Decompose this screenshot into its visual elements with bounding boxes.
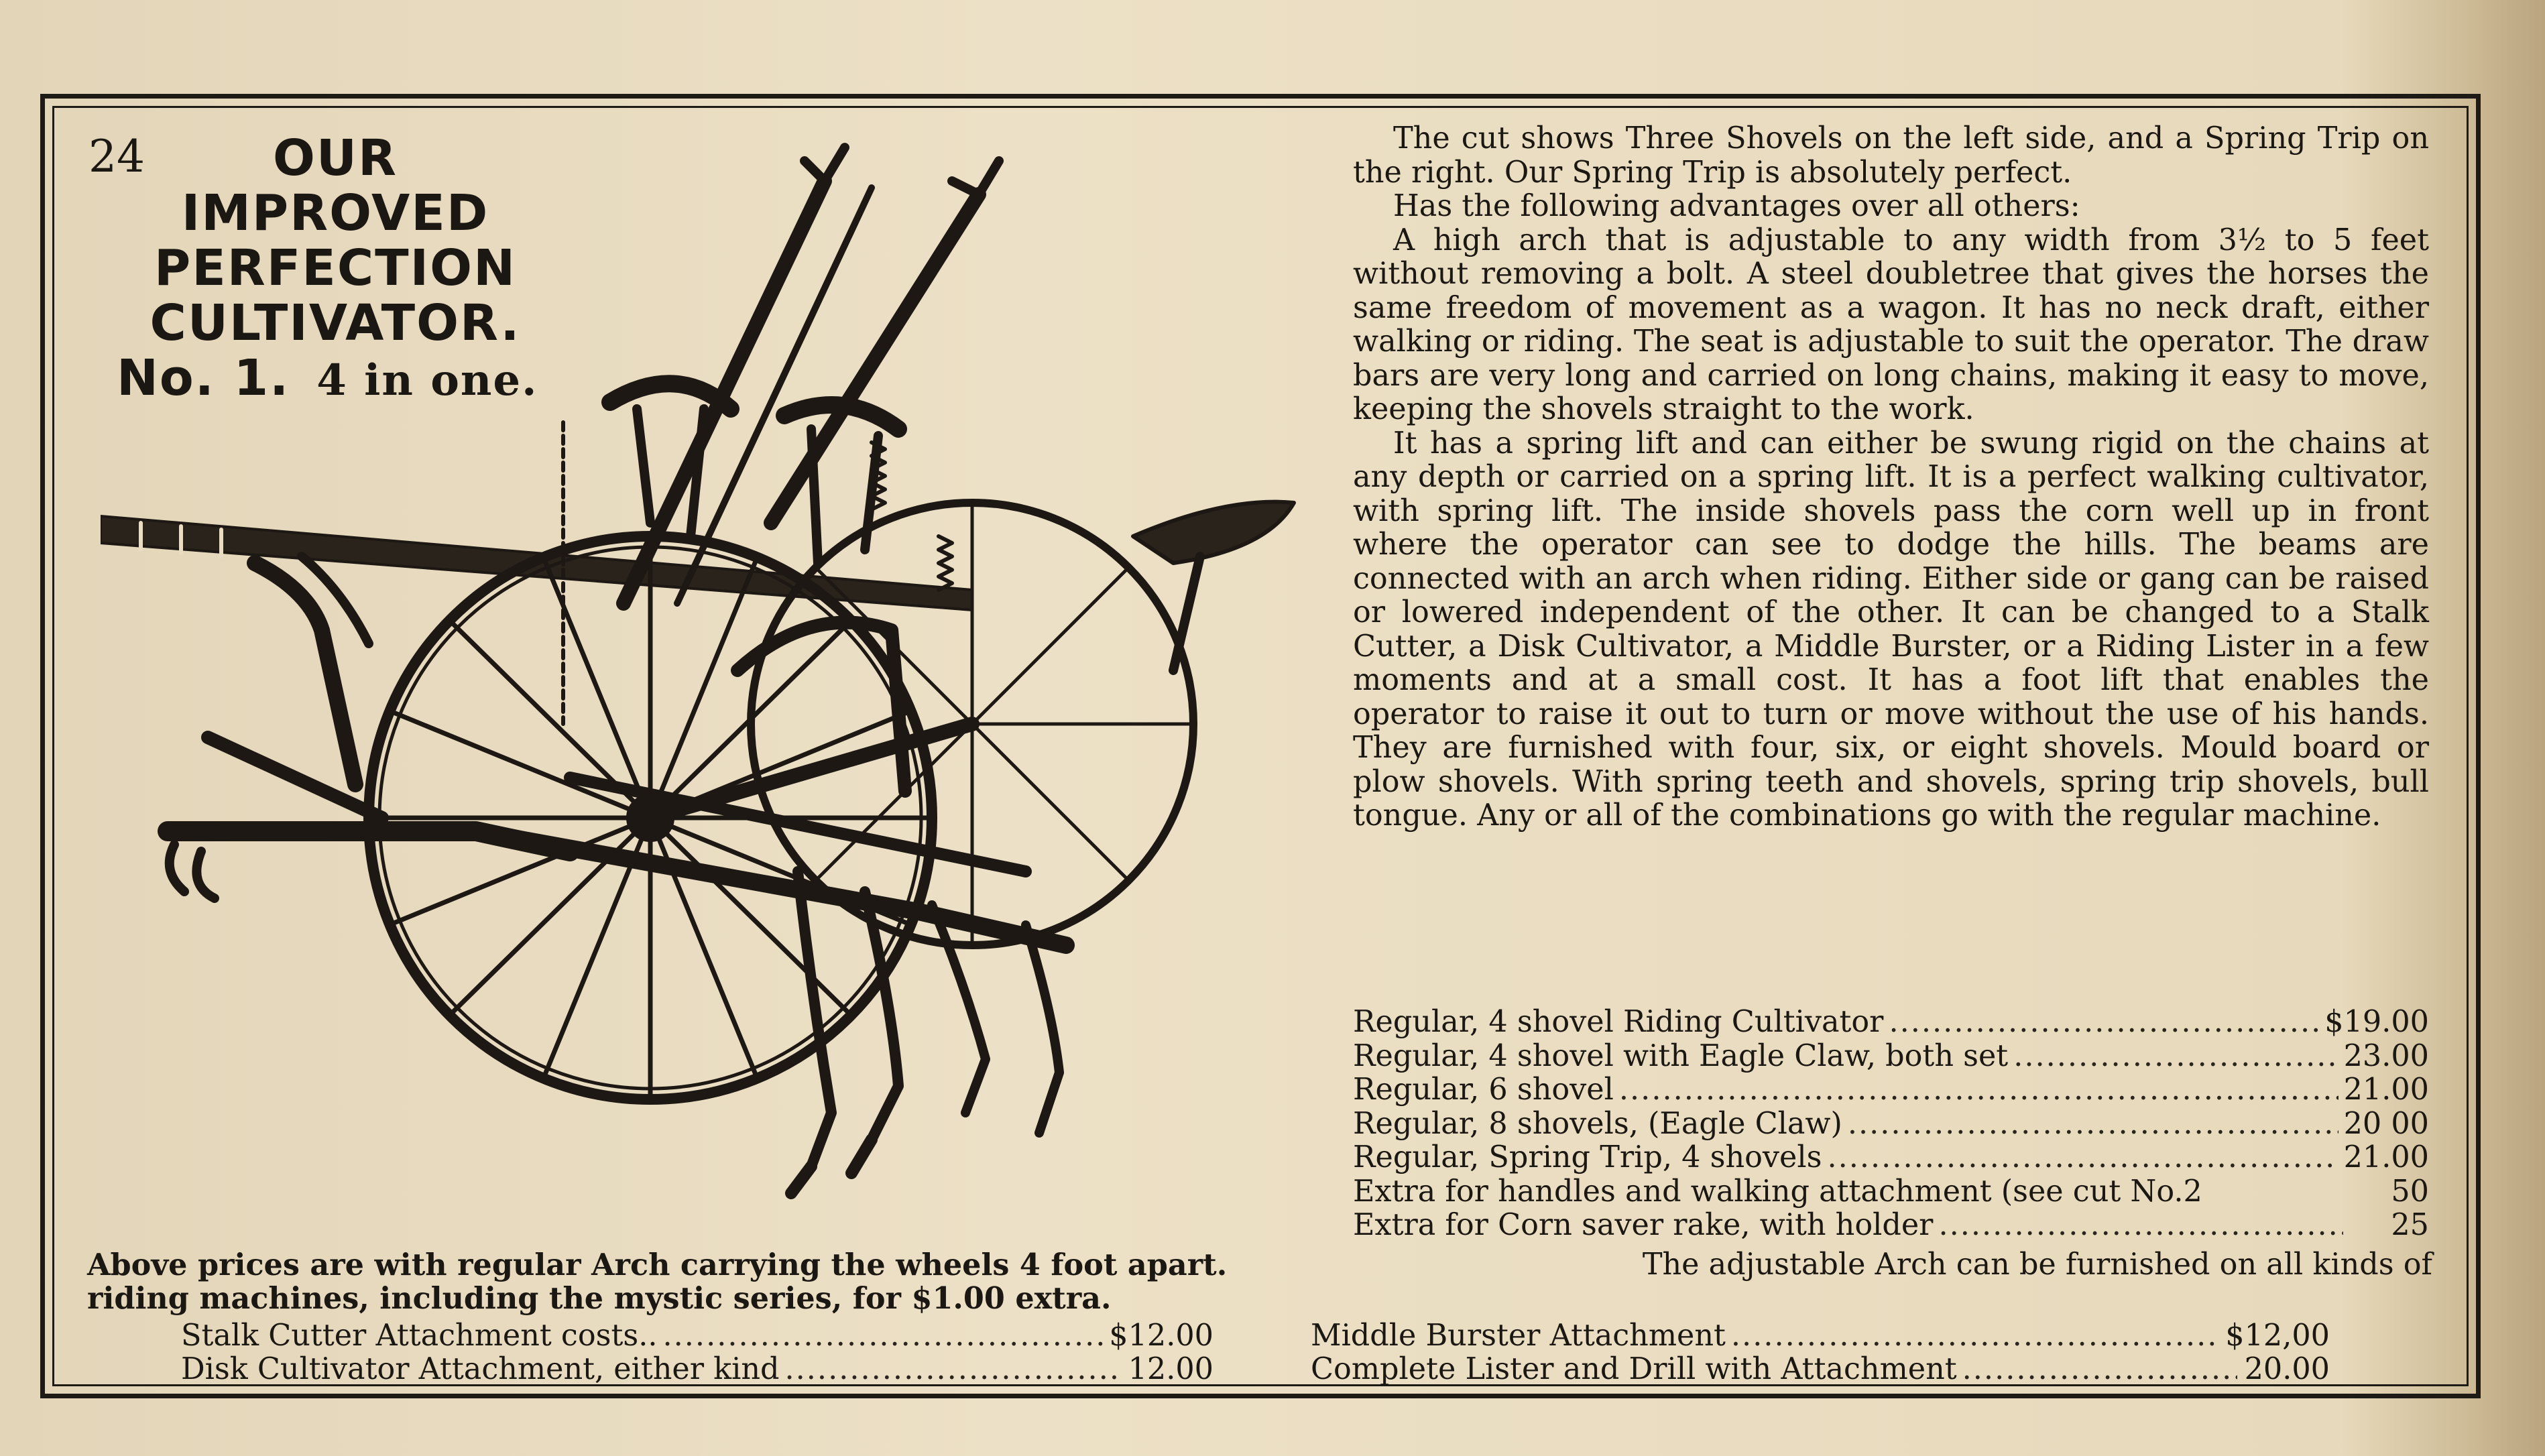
attachment-amount: $12,00: [2225, 1319, 2330, 1353]
attachment-row: [1311, 1353, 2330, 1386]
product-description: [1353, 122, 2429, 833]
description-paragraph: Has the following advantages over all others:: [1393, 189, 2080, 223]
price-label: Regular, 6 shovel: [1353, 1073, 1614, 1107]
attachment-amount: 12.00: [1128, 1352, 1214, 1386]
model-sub: 4 in one.: [316, 355, 538, 406]
attachment-row: [1311, 1319, 2330, 1353]
attachment-label: Complete Lister and Drill with Attachment: [1311, 1352, 1957, 1386]
price-label: Extra for handles and walking attachment (see cut No.2: [1353, 1174, 2202, 1209]
price-amount: 21.00: [2343, 1140, 2429, 1174]
price-amount: 21.00: [2343, 1073, 2429, 1107]
price-amount: 50: [2391, 1174, 2429, 1209]
price-row: [1353, 1209, 2429, 1243]
price-label: Extra for Corn saver rake, with holder: [1353, 1208, 1934, 1242]
attachment-label: Middle Burster Attachment: [1311, 1319, 1726, 1353]
price-row: [1353, 1175, 2429, 1209]
price-row: [1353, 1107, 2429, 1142]
title-line: OUR: [273, 129, 398, 187]
page-number: 24: [88, 131, 145, 182]
attachment-row: [181, 1319, 1214, 1353]
title-line: IMPROVED: [181, 184, 489, 242]
price-row: [1353, 1040, 2429, 1074]
description-paragraph: The cut shows Three Shovels on the left side, and a Spring Trip on the right. Our Spring Trip is absolutely perfect.: [1353, 121, 2429, 190]
attachment-label: Stalk Cutter Attachment costs..: [181, 1319, 658, 1353]
price-label: Regular, Spring Trip, 4 shovels: [1353, 1140, 1822, 1174]
arch-note-left: Above prices are with regular Arch carrying the wheels 4 foot apart.: [87, 1248, 1228, 1282]
price-row: [1353, 1141, 2429, 1175]
price-row: [1353, 1073, 2429, 1107]
attachment-label: Disk Cultivator Attachment, either kind: [181, 1352, 780, 1386]
description-paragraph: It has a spring lift and can either be swung rigid on the chains at any depth or carried on a spring lift. It is a perfect walking cultivator, with spring lift. The inside shovels pass the corn well up in front where the operator can see to dodge the hills. The beams are connected with an arch when riding. Either side or gang can be raised or lowered independent of the other. It can be changed to a Stalk Cutter, a Disk Cultivator, a Middle Burster, or a Riding Lister in a few moments and at a small cost. It has a foot lift that enables the operator to raise it out to turn or move without the use of his hands. They are furnished with four, six, or eight shovels. Mould board or plow shovels. With spring teeth and shovels, spring trip shovels, bull tongue. Any or all of the combinations go with the regular machine.: [1353, 426, 2429, 833]
price-amount: 23.00: [2343, 1038, 2429, 1073]
arch-note: [87, 1248, 2432, 1315]
attachment-amount: $12.00: [1109, 1319, 1214, 1353]
attachment-row: [181, 1353, 1214, 1386]
title-line: PERFECTION: [154, 239, 517, 297]
price-amount: $19.00: [2324, 1005, 2429, 1039]
price-amount: 25: [2391, 1208, 2429, 1242]
price-label: Regular, 8 shovels, (Eagle Claw): [1353, 1106, 1842, 1141]
arch-note-line2: riding machines, including the mystic series, for $1.00 extra.: [87, 1281, 1112, 1316]
arch-note-right: The adjustable Arch can be furnished on all kinds of: [1642, 1248, 2432, 1282]
price-label: Regular, 4 shovel Riding Cultivator: [1353, 1005, 1884, 1039]
attachments-right: [1311, 1319, 2330, 1386]
attachments-left: [181, 1319, 1214, 1386]
cultivator-engraving-icon: [101, 121, 1321, 1233]
attachment-amount: 20.00: [2244, 1352, 2330, 1386]
price-row: [1353, 1006, 2429, 1040]
price-list: [1353, 1006, 2429, 1243]
description-paragraph: A high arch that is adjustable to any width from 3½ to 5 feet without removing a bolt. A steel doubletree that gives the horses the same freedom of movement as a wagon. It has no neck draft, either walking or riding. The seat is adjustable to suit the operator. The draw bars are very long and carried on long chains, making it easy to move, keeping the shovels straight to the work.: [1353, 223, 2429, 426]
price-amount: 20 00: [2343, 1106, 2429, 1141]
title-line: CULTIVATOR.: [150, 294, 521, 352]
model-label: No. 1.: [117, 349, 290, 407]
price-label: Regular, 4 shovel with Eagle Claw, both set: [1353, 1038, 2009, 1073]
